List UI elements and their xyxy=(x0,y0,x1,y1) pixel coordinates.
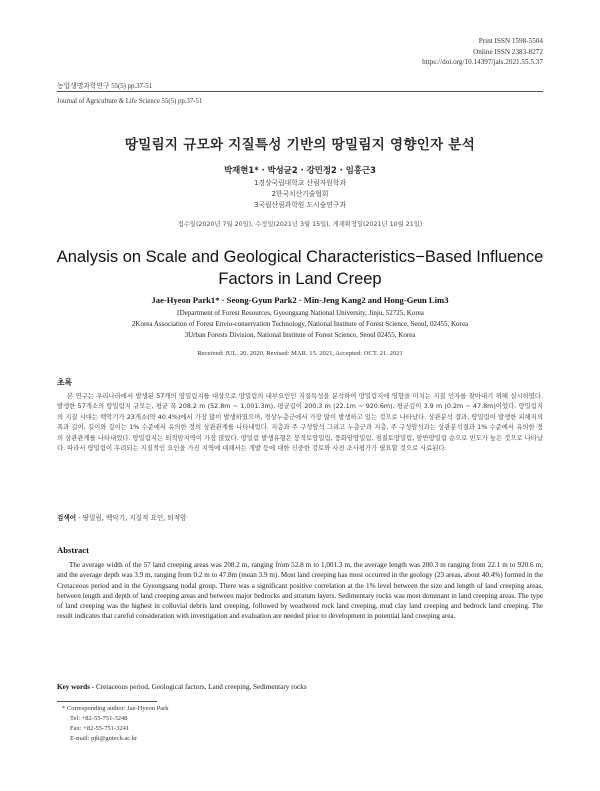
affiliation-english-1: 1Department of Forest Resources, Gyeongsang National University, Jinju, 52725, Korea xyxy=(176,309,424,317)
authors-korean: 박재현1* · 박성균2 · 강민정2 · 임홍근3 xyxy=(224,165,376,175)
keywords-label-english: Key words xyxy=(57,683,90,691)
keywords-korean xyxy=(57,512,187,522)
abstract-heading-english: Abstract xyxy=(57,545,89,555)
affiliation-korean-1: 1경상국립대학교 산림자원학과 xyxy=(254,179,346,187)
affiliation-english-3: 3Urban Forests Division, National Institute of Forest Science, Seoul 02455, Korea xyxy=(184,331,416,339)
affiliation-korean-3: 3국립산림과학원 도시숲연구과 xyxy=(254,201,346,209)
keywords-list-korean: - 땅밀림, 백악기, 지질적 요인, 퇴적암 xyxy=(76,514,187,522)
affiliation-korean-2: 2한국치산기술협회 xyxy=(271,190,329,198)
affiliation-english-2: 2Korea Association of Forest Envio-conservation Technology, National Institute of Forest Science, Seoul, 02455, Korea xyxy=(131,320,469,328)
footnote-fax: Fax: +82-55-751-3241 xyxy=(70,725,130,732)
abstract-english: The average width of the 57 land creeping areas was 208.2 m, ranging from 52.8 m to 1,001.3 m, the average length was 200.3 m ranging from 22.1 m to 920.6 m, and the average depth was 3.9 m, ranging from 0.2 m to 47.8m (mean 3.9 m). Most land creeping has most occurred in the geology (23 areas, about 40.4%) formed in the Cretaceous period and in the Gyeongsang nodal group. There was a significant positive correlation at the 1% level between the size and length of land creeping areas, between length and depth of land creeping areas and between major bedrocks and stratum layers. Sedimentary rocks was most dominant in land creeping areas. The type of land creeping was the highest in colluvial debris land creeping, followed by weathered rock land creeping, mud clay land creeping and bedrock land creeping. The result indicates that careful consideration with investigation and evaluation are needed prior to development in potential land creeping area. xyxy=(57,561,543,621)
journal-citation-ko: 농업생명과학연구 55(5) pp.37-51 xyxy=(57,83,152,90)
keywords-english xyxy=(57,683,307,691)
footnote-tel: Tel: +82-55-751-3248 xyxy=(70,715,128,722)
dates-korean: 접수일(2020년 7월 20일), 수정일(2021년 3월 15일), 게재확정일(2021년 10월 21일) xyxy=(177,221,423,228)
journal-citation-en: Journal of Agriculture & Life Science 55(5) pp.37-51 xyxy=(57,98,203,105)
issn-block xyxy=(422,36,543,68)
abstract-korean: 본 연구는 우리나라에서 발생된 57개의 땅밀림지를 대상으로 땅밀림의 내부요인인 지질특성을 분석하여 땅밀림지에 영향을 미치는 지질 인자를 찾아내기 위해 실시하였다. 발생한 57개소의 땅밀림지 규모는, 평균 폭 208.2 m (52.8m ~ 1,001.3m), 평균길이 200.3 m (22.1m ~ 920.6m), 평균깊이 3.9 m (0.2m ~ 47.8m)이었다. 땅밀림지의 지질 시대는 백악기가 23개소(약 40.4%)에서 가장 많이 발생하였으며, 경상누층군에서 가장 많이 발생하고 있는 것으로 나타났다. 상관분석 결과, 땅밀림이 발생한 피해지의 폭과 길이, 길이와 깊이는 1% 수준에서 유의한 정의 상관관계를 나타내었다. 지층과 주 구성암석 그리고 누층군과 지층, 주 구성암석과는 상관분석결과 1% 수준에서 유의한 정의 상관관계를 나타내었다. 땅밀림지는 퇴적암지역이 가장 많았다. 땅밀림 발생유형은 붕적토땅밀림, 풍화암땅밀림, 점질토땅밀림, 암반땅밀림 순으로 빈도가 높은 것으로 나타났다. 따라서 땅밀림이 우려되는 지질적인 요인을 가진 지역에 대해서는 개발 등에 대한 신중한 검토와 사전 조사평가가 필요할 것으로 사료된다. xyxy=(57,393,543,453)
authors-english: Jae-Hyeon Park1* · Seong-Gyun Park2 · Min-Jeng Kang2 and Hong-Geun Lim3 xyxy=(151,295,449,305)
online-issn: Online ISSN 2383-8272 xyxy=(473,47,543,56)
header-divider xyxy=(57,91,543,92)
footnote-corresponding-author: * Corresponding author: Jae-Hyeon Park xyxy=(62,705,169,712)
abstract-heading-korean: 초록 xyxy=(57,378,73,387)
keywords-label-korean: 검색어 xyxy=(57,514,77,522)
dates-english: Received: JUL. 20. 2020, Revised: MAR. 15. 2021, Accepted: OCT. 21. 2021 xyxy=(197,350,403,357)
footnote-email[interactable]: E-mail: pjh@gntech.ac.kr xyxy=(70,735,138,742)
print-issn: Print ISSN 1598-5504 xyxy=(478,37,543,45)
title-korean: 땅밀림지 규모와 지질특성 기반의 땅밀림지 영향인자 분석 xyxy=(124,137,476,153)
doi-link[interactable]: https://doi.org/10.14397/jals.2021.55.5.37 xyxy=(422,58,543,66)
keywords-list-english: - Cretaceous period, Geological factors, Land creeping, Sedimentary rocks xyxy=(89,683,307,691)
footnote-divider xyxy=(57,701,157,702)
title-english: Analysis on Scale and Geological Characteristics−Based Influence Factors in Land Creep xyxy=(56,248,544,288)
